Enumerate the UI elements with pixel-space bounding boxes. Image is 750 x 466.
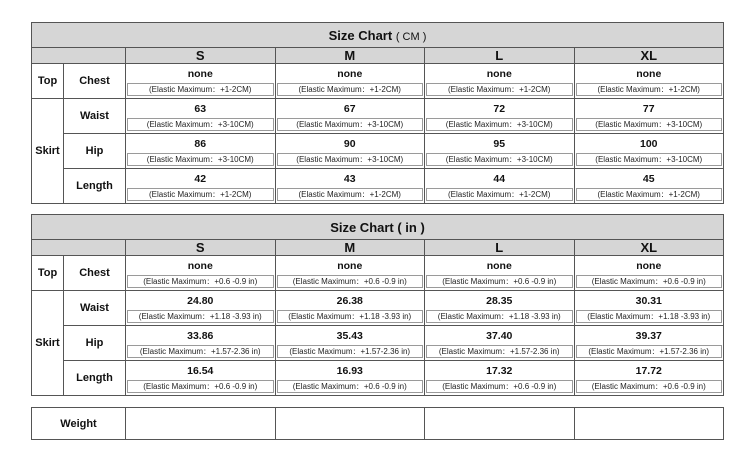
measure-chest-label: Chest xyxy=(64,256,126,291)
value-cell xyxy=(126,291,276,326)
value: 28.35 xyxy=(486,294,513,307)
size-chart-inch-title: Size Chart ( in ) xyxy=(32,215,724,240)
value-cell xyxy=(425,291,575,326)
value: 45 xyxy=(642,172,655,185)
elastic-note: (Elastic Maximum：+1-2CM) xyxy=(426,188,573,201)
group-top-label: Top xyxy=(32,64,64,99)
size-header-l: L xyxy=(425,48,575,64)
value-cell xyxy=(275,134,425,169)
elastic-note: (Elastic Maximum：+1-2CM) xyxy=(277,188,424,201)
size-header-s: S xyxy=(126,240,276,256)
value-cell xyxy=(574,291,724,326)
size-header-s: S xyxy=(126,48,276,64)
value: none xyxy=(486,259,512,272)
measure-length-label: Length xyxy=(64,169,126,204)
measure-length-label: Length xyxy=(64,361,126,396)
row-waist xyxy=(32,99,724,134)
measure-chest-label: Chest xyxy=(64,64,126,99)
value-cell xyxy=(425,99,575,134)
weight-cell-l xyxy=(425,408,575,440)
elastic-note: (Elastic Maximum：+1.18 -3.93 in) xyxy=(576,310,723,323)
value: 16.93 xyxy=(336,364,363,377)
value: none xyxy=(337,67,363,80)
elastic-note: (Elastic Maximum：+0.6 -0.9 in) xyxy=(426,380,573,393)
measure-hip-label: Hip xyxy=(64,326,126,361)
elastic-note: (Elastic Maximum：+3-10CM) xyxy=(277,118,424,131)
elastic-note: (Elastic Maximum：+1.57-2.36 in) xyxy=(576,345,723,358)
elastic-note: (Elastic Maximum：+3-10CM) xyxy=(127,118,274,131)
group-skirt-label: Skirt xyxy=(32,99,64,204)
value-cell xyxy=(275,326,425,361)
elastic-note: (Elastic Maximum：+0.6 -0.9 in) xyxy=(127,275,274,288)
elastic-note: (Elastic Maximum：+3-10CM) xyxy=(426,153,573,166)
value: 43 xyxy=(343,172,356,185)
value: 24.80 xyxy=(187,294,214,307)
value: none xyxy=(636,259,662,272)
group-skirt-label: Skirt xyxy=(32,291,64,396)
elastic-note: (Elastic Maximum：+1-2CM) xyxy=(277,83,424,96)
elastic-note: (Elastic Maximum：+0.6 -0.9 in) xyxy=(277,380,424,393)
row-hip xyxy=(32,134,724,169)
elastic-note: (Elastic Maximum：+0.6 -0.9 in) xyxy=(576,380,723,393)
value-cell xyxy=(574,361,724,396)
elastic-note: (Elastic Maximum：+1.57-2.36 in) xyxy=(127,345,274,358)
value-cell xyxy=(126,326,276,361)
row-hip xyxy=(32,326,724,361)
value-cell xyxy=(275,64,425,99)
weight-cell-s xyxy=(126,408,276,440)
value: 26.38 xyxy=(336,294,363,307)
value-cell xyxy=(574,169,724,204)
value: 35.43 xyxy=(336,329,363,342)
elastic-note: (Elastic Maximum：+1.57-2.36 in) xyxy=(426,345,573,358)
value: 100 xyxy=(639,137,658,150)
elastic-note: (Elastic Maximum：+3-10CM) xyxy=(426,118,573,131)
weight-cell-m xyxy=(275,408,425,440)
value: 17.72 xyxy=(635,364,662,377)
value: 77 xyxy=(642,102,655,115)
row-length xyxy=(32,361,724,396)
value-cell xyxy=(126,64,276,99)
value-cell xyxy=(275,256,425,291)
elastic-note: (Elastic Maximum：+0.6 -0.9 in) xyxy=(576,275,723,288)
value: none xyxy=(636,67,662,80)
elastic-note: (Elastic Maximum：+3-10CM) xyxy=(277,153,424,166)
elastic-note: (Elastic Maximum：+1-2CM) xyxy=(576,188,723,201)
value: none xyxy=(337,259,363,272)
value-cell xyxy=(126,99,276,134)
value-cell xyxy=(425,256,575,291)
value: 30.31 xyxy=(635,294,662,307)
header-blank xyxy=(32,48,126,64)
measure-waist-label: Waist xyxy=(64,99,126,134)
value: 44 xyxy=(493,172,506,185)
size-chart-cm-table xyxy=(31,22,724,204)
value: none xyxy=(187,259,213,272)
value: 95 xyxy=(493,137,506,150)
value-cell xyxy=(275,169,425,204)
value-cell xyxy=(425,169,575,204)
value-cell xyxy=(574,134,724,169)
elastic-note: (Elastic Maximum：+1-2CM) xyxy=(127,83,274,96)
size-header-m: M xyxy=(275,48,425,64)
elastic-note: (Elastic Maximum：+3-10CM) xyxy=(576,118,723,131)
size-header-xl: XL xyxy=(574,48,724,64)
size-header-l: L xyxy=(425,240,575,256)
row-waist xyxy=(32,291,724,326)
value-cell xyxy=(574,256,724,291)
value: 17.32 xyxy=(486,364,513,377)
row-weight xyxy=(32,408,724,440)
value: 16.54 xyxy=(187,364,214,377)
value-cell xyxy=(425,361,575,396)
row-length xyxy=(32,169,724,204)
elastic-note: (Elastic Maximum：+1.18 -3.93 in) xyxy=(277,310,424,323)
value-cell xyxy=(275,291,425,326)
elastic-note: (Elastic Maximum：+1-2CM) xyxy=(426,83,573,96)
weight-cell-xl xyxy=(574,408,724,440)
value: 33.86 xyxy=(187,329,214,342)
elastic-note: (Elastic Maximum：+1.18 -3.93 in) xyxy=(426,310,573,323)
measure-hip-label: Hip xyxy=(64,134,126,169)
size-header-xl: XL xyxy=(574,240,724,256)
elastic-note: (Elastic Maximum：+3-10CM) xyxy=(576,153,723,166)
weight-table xyxy=(31,407,724,440)
value: 86 xyxy=(194,137,207,150)
value: 42 xyxy=(194,172,207,185)
value: 63 xyxy=(194,102,207,115)
elastic-note: (Elastic Maximum：+0.6 -0.9 in) xyxy=(277,275,424,288)
title-unit: ( CM ) xyxy=(395,30,427,43)
value-cell xyxy=(574,99,724,134)
elastic-note: (Elastic Maximum：+1.18 -3.93 in) xyxy=(127,310,274,323)
group-top-label: Top xyxy=(32,256,64,291)
elastic-note: (Elastic Maximum：+1-2CM) xyxy=(127,188,274,201)
value: 37.40 xyxy=(486,329,513,342)
value-cell xyxy=(126,256,276,291)
value: 90 xyxy=(343,137,356,150)
row-chest xyxy=(32,64,724,99)
value-cell xyxy=(574,64,724,99)
value-cell xyxy=(126,361,276,396)
row-chest xyxy=(32,256,724,291)
value-cell xyxy=(275,99,425,134)
value-cell xyxy=(425,64,575,99)
size-header-m: M xyxy=(275,240,425,256)
header-blank xyxy=(32,240,126,256)
value: 67 xyxy=(343,102,356,115)
elastic-note: (Elastic Maximum：+0.6 -0.9 in) xyxy=(426,275,573,288)
elastic-note: (Elastic Maximum：+0.6 -0.9 in) xyxy=(127,380,274,393)
size-chart-cm-title xyxy=(32,23,724,48)
size-chart-inch-table xyxy=(31,214,724,396)
value: none xyxy=(187,67,213,80)
value-cell xyxy=(126,134,276,169)
value-cell xyxy=(574,326,724,361)
value-cell xyxy=(425,134,575,169)
elastic-note: (Elastic Maximum：+1-2CM) xyxy=(576,83,723,96)
title-text: Size Chart xyxy=(328,27,393,43)
value-cell xyxy=(126,169,276,204)
value: 72 xyxy=(493,102,506,115)
elastic-note: (Elastic Maximum：+1.57-2.36 in) xyxy=(277,345,424,358)
weight-label: Weight xyxy=(32,408,126,440)
value: 39.37 xyxy=(635,329,662,342)
value: none xyxy=(486,67,512,80)
value-cell xyxy=(425,326,575,361)
value-cell xyxy=(275,361,425,396)
measure-waist-label: Waist xyxy=(64,291,126,326)
elastic-note: (Elastic Maximum：+3-10CM) xyxy=(127,153,274,166)
